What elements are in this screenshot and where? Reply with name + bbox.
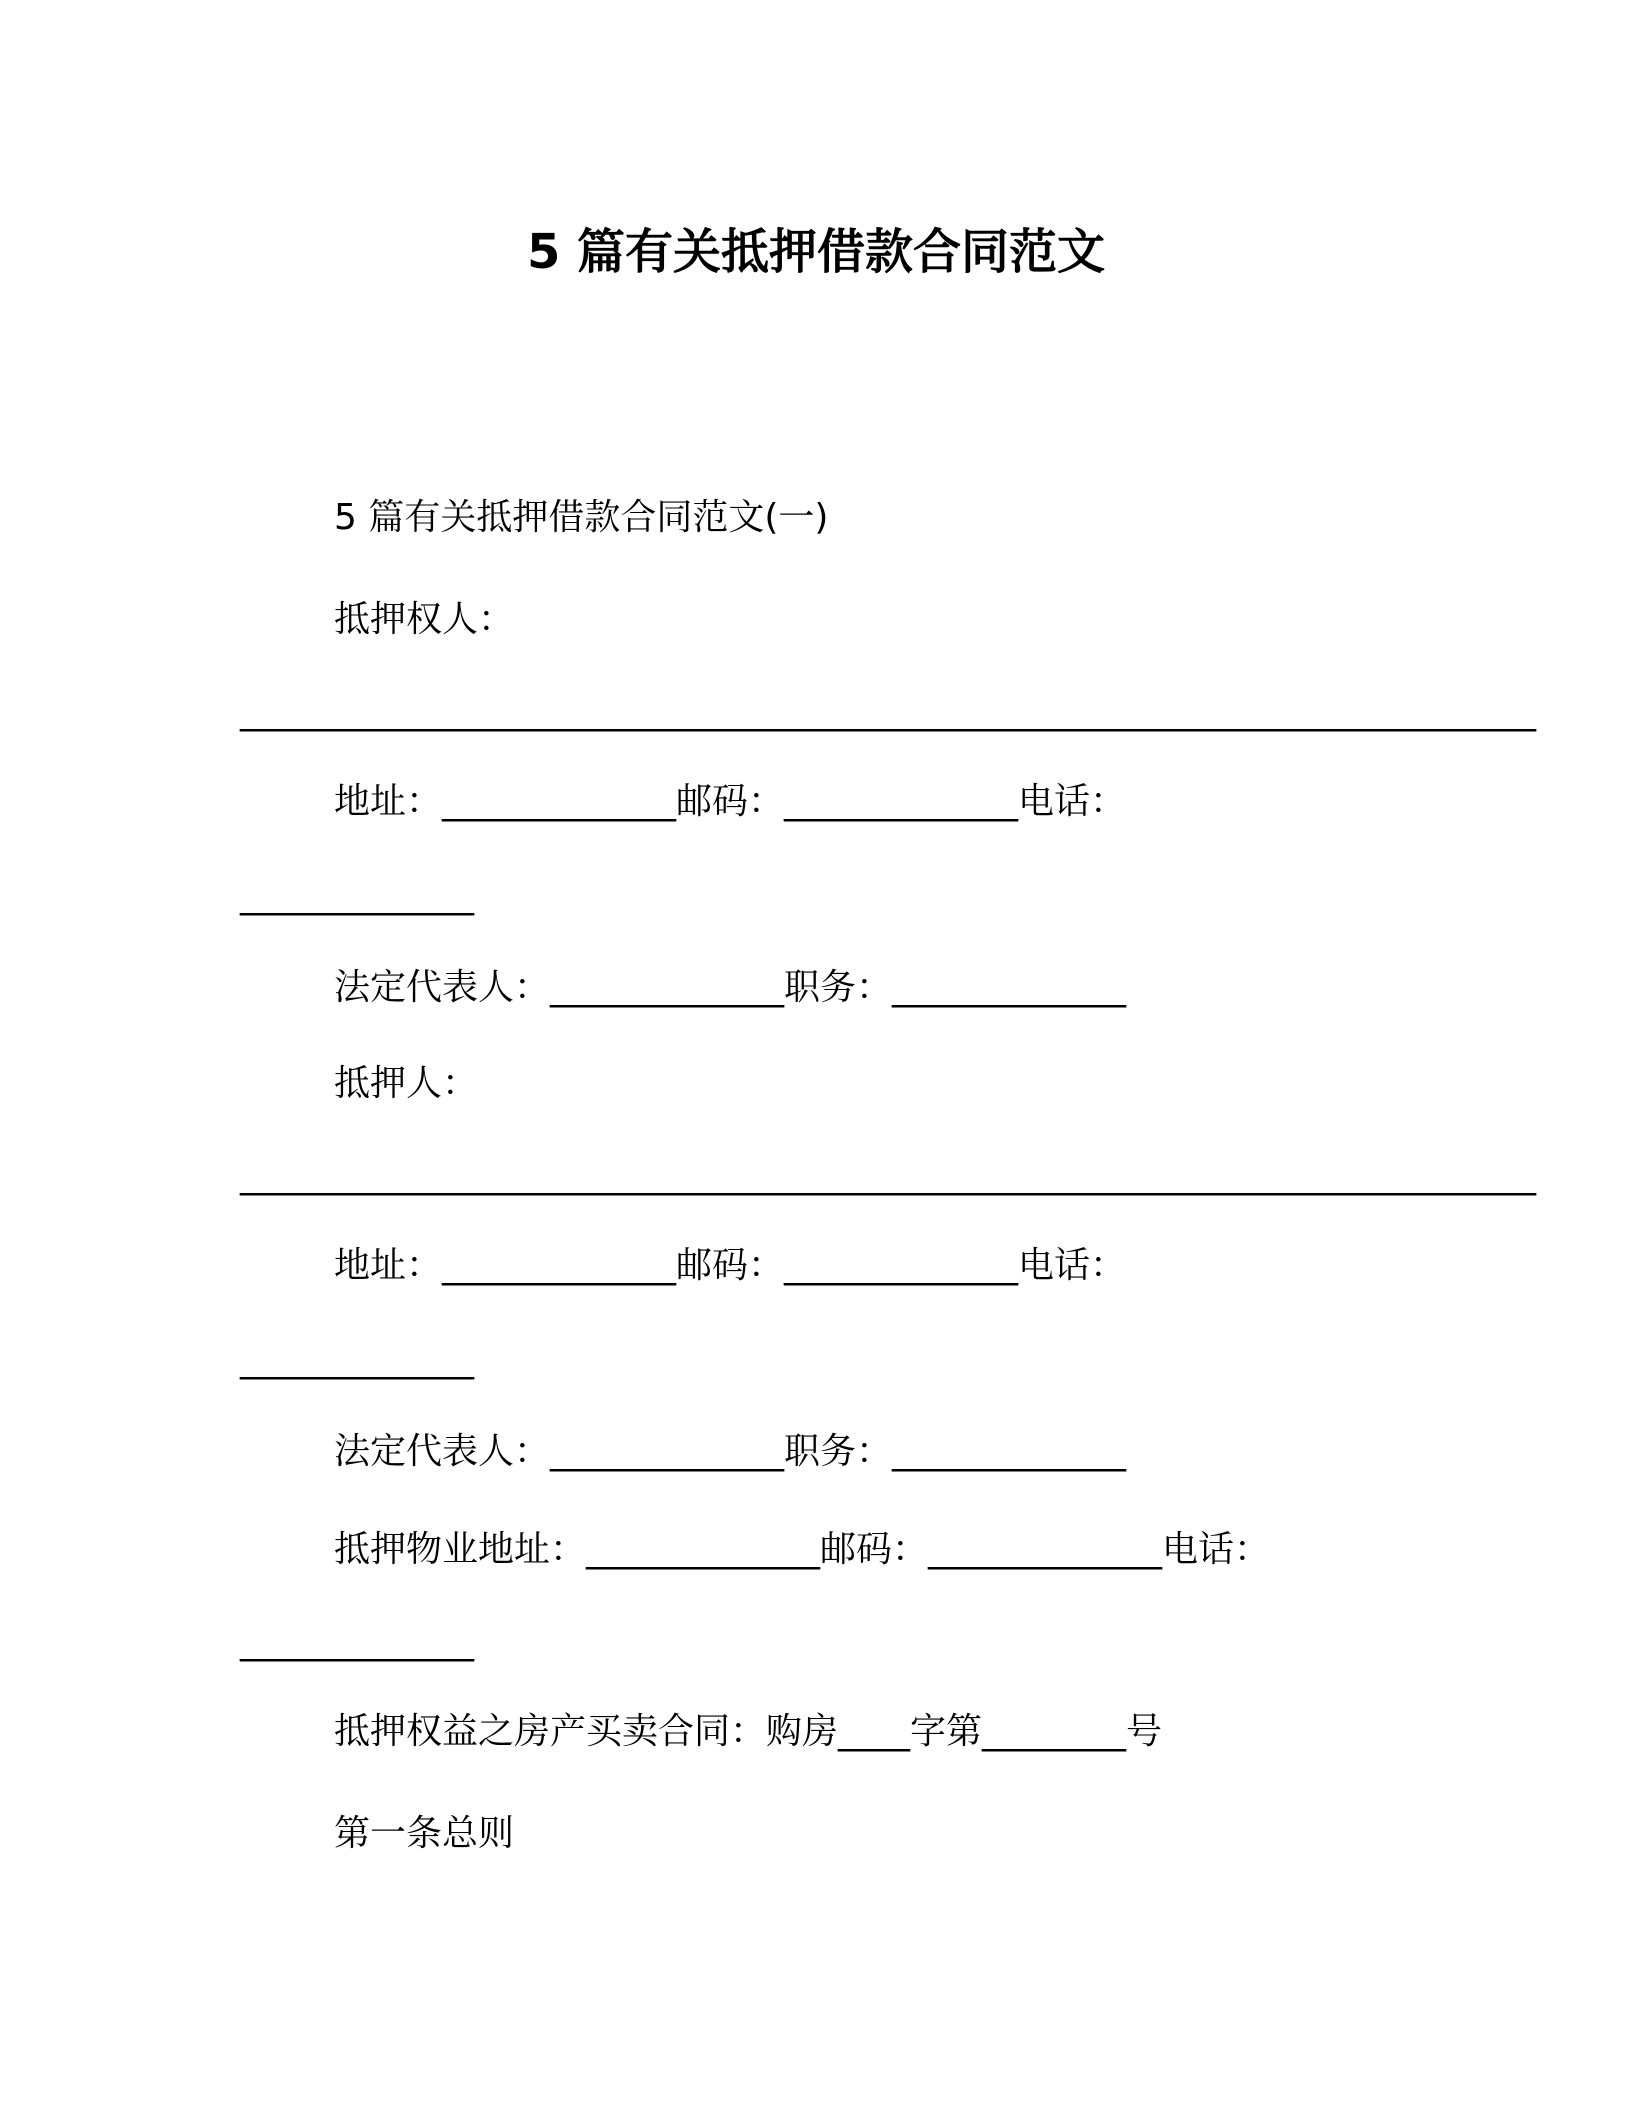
purchase-contract-line: 抵押权益之房产买卖合同：购房____字第________号 [334, 1711, 1163, 1752]
mortgagor-address-line: 地址：_____________邮码：_____________电话： [334, 1245, 1127, 1286]
mortgagor-phone-blank: _____________ [240, 1339, 474, 1380]
mortgagor-legal-rep-line: 法定代表人：_____________职务：_____________ [334, 1431, 1127, 1472]
mortgagee-legal-rep-line: 法定代表人：_____________职务：_____________ [334, 967, 1127, 1008]
property-address-line: 抵押物业地址：_____________邮码：_____________电话： [334, 1529, 1271, 1570]
page-title: 5 篇有关抵押借款合同范文 [526, 224, 1106, 280]
mortgagee-blank-line: ________________________________________________________________________ [240, 691, 1536, 732]
section-heading: 5 篇有关抵押借款合同范文(一) [334, 497, 829, 538]
mortgagor-label: 抵押人： [334, 1063, 479, 1104]
mortgagee-address-line: 地址：_____________邮码：_____________电话： [334, 781, 1127, 822]
property-phone-blank: _____________ [240, 1621, 474, 1662]
mortgagor-blank-line: ________________________________________________________________________ [240, 1155, 1536, 1196]
mortgagee-phone-blank: _____________ [240, 875, 474, 916]
article-one-heading: 第一条总则 [334, 1813, 515, 1854]
mortgagee-label: 抵押权人： [334, 599, 515, 640]
